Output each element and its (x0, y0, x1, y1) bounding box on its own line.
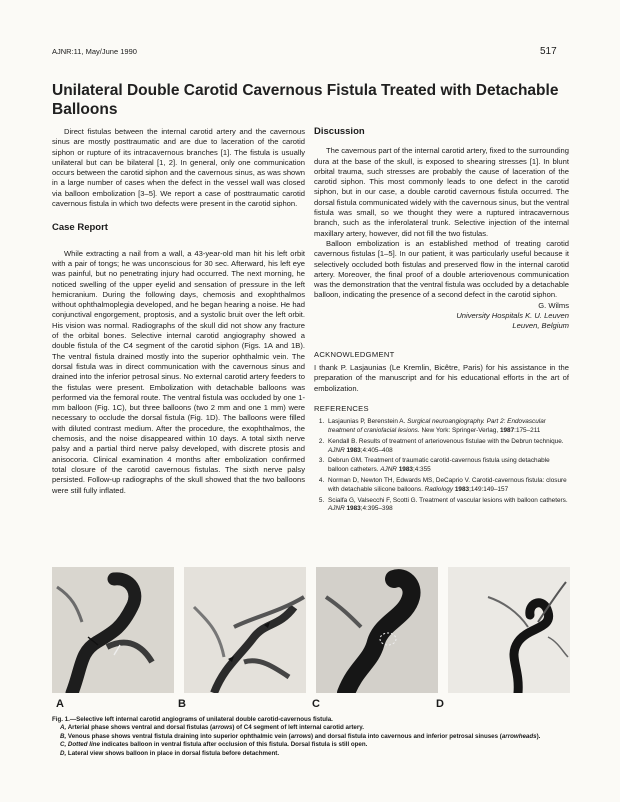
signature-block (314, 301, 569, 332)
angiogram-panel-b (184, 567, 306, 693)
reference-list (314, 418, 569, 514)
reference-item: 5. Scialfa G, Valsecchi F, Scotti G. Treatment of vascular lesions with balloon catheters. AJNR 1983;4:395–398 (326, 497, 569, 515)
acknowledgment-text: I thank P. Lasjaunias (Le Kremlin, Bicêtre, Paris) for his assistance in the preparation of the manuscript and for his educational efforts in the art of embolization. (314, 362, 569, 393)
reference-item: 1. Lasjaunias P, Berenstein A. Surgical neuroangiography. Part 2: Endovascular treatment of craniofacial lesions. New York: Springer-Verlag, 1987:175–211 (326, 418, 569, 436)
page-number: 517 (540, 46, 557, 57)
author-location: Leuven, Belgium (512, 321, 569, 331)
author-affiliation: University Hospitals K. U. Leuven (456, 311, 569, 321)
panel-label-d: D (436, 698, 444, 710)
angiogram-panel-d (448, 567, 570, 693)
angiogram-figure (52, 567, 572, 693)
discussion-heading: Discussion (314, 126, 365, 137)
case-report-paragraph: While extracting a nail from a wall, a 43-year-old man hit his left orbit with a pair of tongs; he was unconscious for 30 sec. Afterward, his left eye was painful, but no penetrating injury had occurred. The next morning, he noticed swelling of the upper eyelid and sensation of pressure in the left hemicranium. During the following days, chemosis and exophthalmos without ophthalmoplegia developed, and he began hearing a noise. He had conjunctival engorgement, proptosis, and a systolic bruit over the left orbit. His vision was normal. Radiographs of the skull did not show any fracture of the orbital bones. Selective internal carotid angiography showed a double fistula of the C4 segment of the carotid siphon (Figs. 1A and 1B). The ventral fistula drained mostly into the superior ophthalmic vein. The dorsal fistula was in direct communication with the cavernous sinus and drained into the inferior petrosal sinus. No external carotid artery feeders to the fistulas were present. Embolization with detachable balloons was performed via the femoral route. The ventral fistula was occluded by one 1-mm balloon (Fig. 1C), but three balloons (two 2 mm and one 1 mm) were necessary to occlude the dorsal fistula (Fig. 1D). The balloons were filled with diluted contrast medium. After the procedure, the exophthalmos, the chemosis, and the noise disappeared within 10 days. A total sixth nerve palsy and a partial third nerve palsy developed, with discrete ptosis and anisocoria. Clinical examination 4 months after embolization confirmed total closure of the carotid cavernous fistulas. The sixth nerve palsy persisted. Follow-up radiographs of the skull showed that the two balloons were still fully inflated. (52, 248, 305, 495)
panel-label-c: C (312, 698, 320, 710)
reference-item: 4. Norman D, Newton TH, Edwards MS, DeCaprio V. Carotid-cavernous fistula: closure with detachable silicone balloons. Radiology 1983;149:149–157 (326, 477, 569, 495)
case-report-heading: Case Report (52, 222, 108, 234)
journal-header: AJNR:11, May/June 1990 (52, 47, 137, 56)
intro-paragraph: Direct fistulas between the internal carotid artery and the cavernous sinus are mostly posttraumatic and are due to laceration of the carotid siphon or rupture of its intracavernous branches [1]. The fistula is usually unilateral but can be bilateral [1, 2]. In general, only one communication occurs between the carotid siphon and the cavernous sinus, as was shown in a large number of cases when the defect in the vessel wall was closed via balloon embolization [3–5]. We report a case of posttraumatic carotid cavernous fistula in which two defects were present in the carotid siphon. (52, 127, 305, 209)
reference-item: 3. Debrun GM. Treatment of traumatic carotid-cavernous fistula using detachable balloon catheters. AJNR 1983;4:355 (326, 457, 569, 475)
caption-title: Fig. 1.—Selective left internal carotid angiograms of unilateral double carotid-cavernous fistula. (52, 716, 333, 723)
article-title: Unilateral Double Carotid Cavernous Fistula Treated with Detachable Balloons (52, 82, 559, 118)
caption-d: D, Lateral view shows balloon in place in dorsal fistula before detachment. (60, 749, 280, 757)
angiogram-panel-c (316, 567, 438, 693)
figure-caption (52, 716, 572, 758)
discussion-paragraph-1: The cavernous part of the internal carotid artery, fixed to the surrounding dura at the base of the skull, is exposed to shearing stresses [1]. In blunt orbital trauma, such stresses are probably the cause of laceration of the carotid siphon. This most commonly leads to one defect in the carotid siphon, but in our case, a double carotid cavernous fistula occurred. The dorsal fistula communicated widely with the cavernous sinus, but the ventral fistula was small, so we thought they were a ruptured intracavernous branch, such as the inferolateral trunk. Selective injection of the internal maxillary artery, however, did not fill the two fistulas. (314, 146, 569, 238)
panel-label-b: B (178, 698, 186, 710)
references-heading: REFERENCES (314, 403, 369, 413)
reference-item: 2. Kendall B. Results of treatment of arteriovenous fistulae with the Debrun technique. AJNR 1983;4:405–408 (326, 438, 569, 456)
caption-a: A, Arterial phase shows ventral and dorsal fistulas (arrows) of C4 segment of left internal carotid artery. (60, 724, 364, 732)
author-name: G. Wilms (538, 300, 569, 310)
discussion-paragraph-2: Balloon embolization is an established method of treating carotid cavernous fistulas [1–5]. In our patient, it was particularly useful because it selectively occluded both fistulas and preserved flow in the internal carotid artery. Moreover, the final proof of a double arteriovenous communication was the demonstration that the ventral fistula was occluded by a detachable balloon, indicating the presence of a second defect in the carotid siphon. (314, 238, 569, 300)
acknowledgment-heading: ACKNOWLEDGMENT (314, 349, 395, 359)
left-column (52, 127, 305, 496)
panel-label-a: A (56, 698, 64, 710)
caption-b: B, Venous phase shows ventral fistula draining into superior ophthalmic vein (arrows) and dorsal fistula into cavernous and inferior petrosal sinuses (arrowheads). (60, 732, 541, 740)
right-column (314, 127, 569, 516)
caption-c: C, Dotted line indicates balloon in ventral fistula after occlusion of this fistula. Dorsal fistula is still open. (60, 741, 368, 749)
angiogram-panel-a (52, 567, 174, 693)
